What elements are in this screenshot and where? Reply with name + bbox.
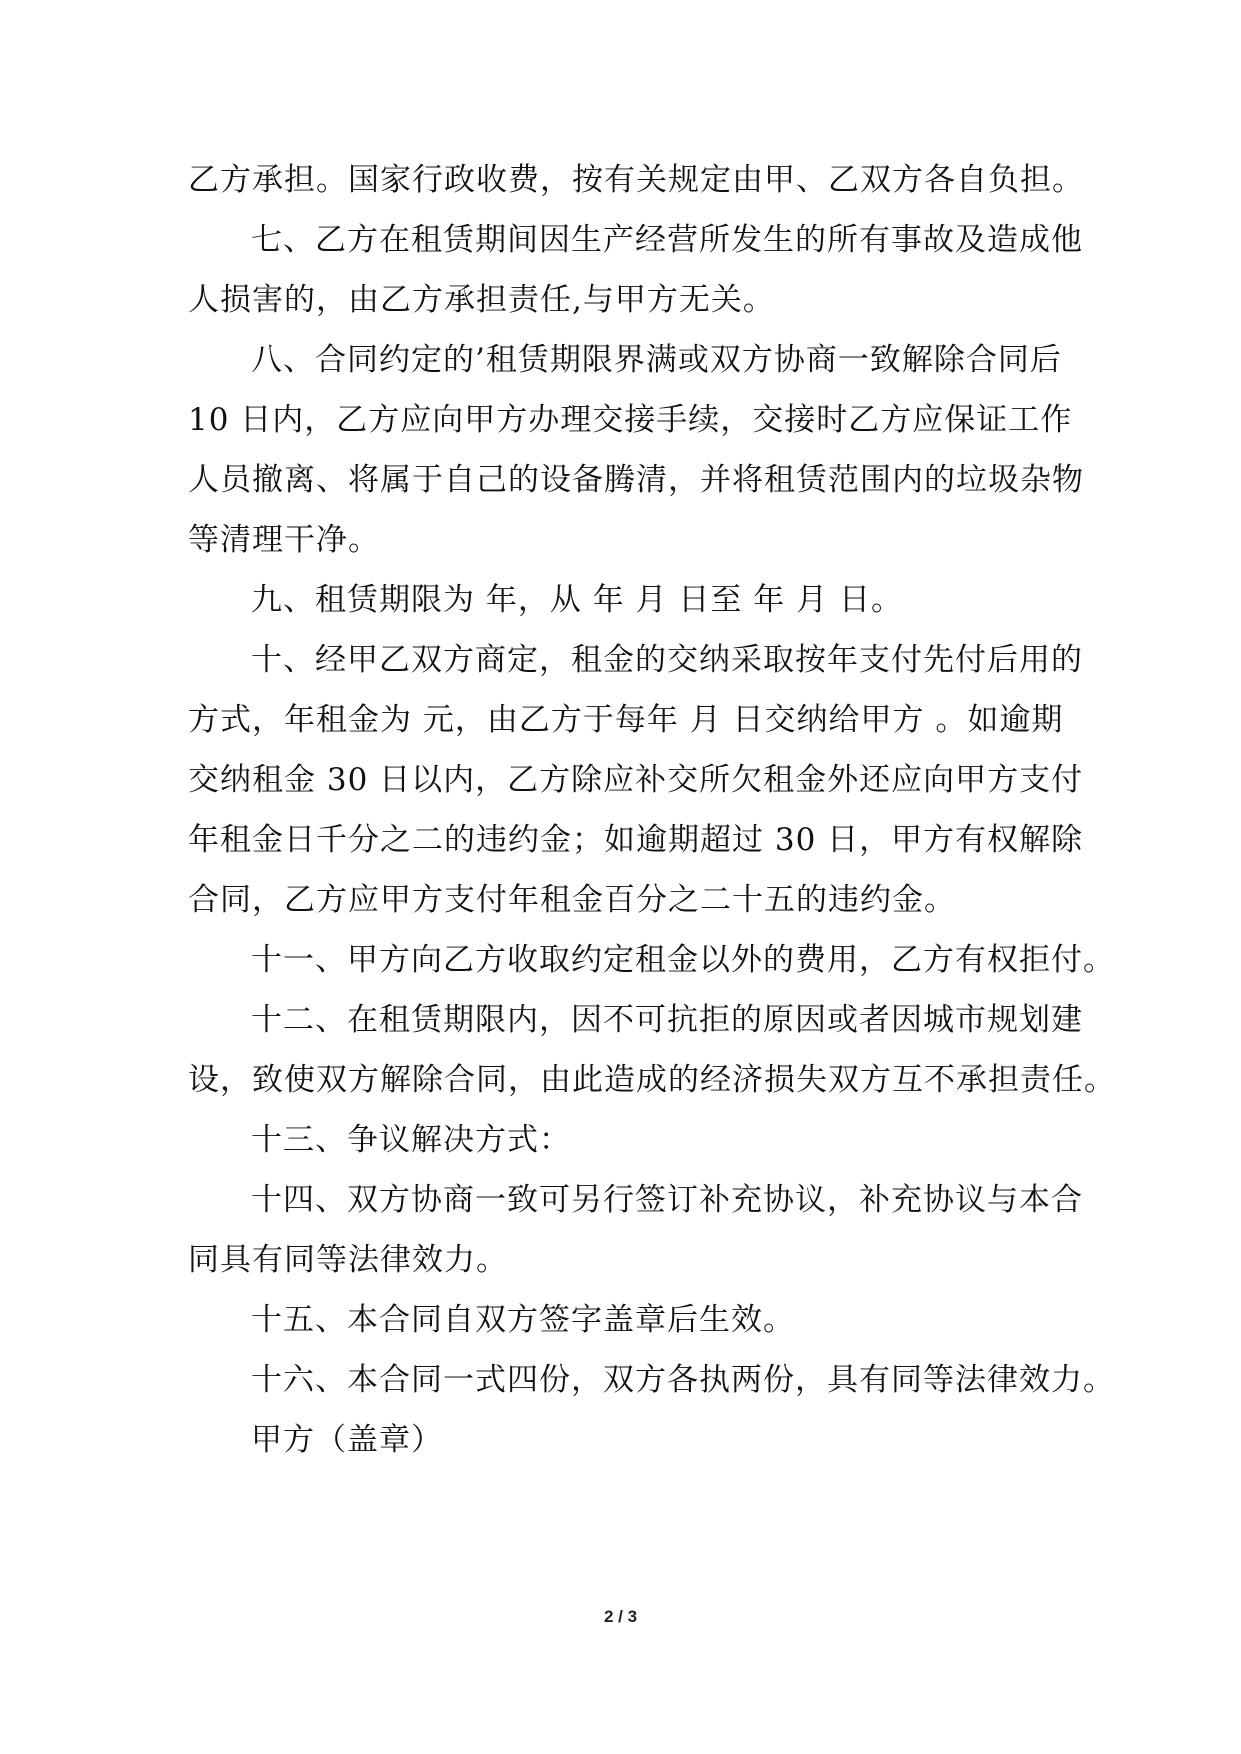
- text-line: 十二、在租赁期限内，因不可抗拒的原因或者因城市规划建: [251, 1002, 1083, 1038]
- text-line: 甲方（盖章）: [251, 1422, 443, 1458]
- text-line: 人损害的，由乙方承担责任,与甲方无关。: [188, 282, 775, 318]
- text-line: 八、合同约定的’租赁期限界满或双方协商一致解除合同后: [251, 342, 1062, 378]
- document-body: [188, 150, 1116, 1470]
- text-line: 等清理干净。: [188, 522, 380, 558]
- text-line: 七、乙方在租赁期间因生产经营所发生的所有事故及造成他: [251, 222, 1083, 258]
- text-line: 设，致使双方解除合同，由此造成的经济损失双方互不承担责任。: [188, 1062, 1116, 1098]
- text-line: 十四、双方协商一致可另行签订补充协议，补充协议与本合: [251, 1182, 1083, 1218]
- text-line: 十六、本合同一式四份，双方各执两份，具有同等法律效力。: [251, 1362, 1115, 1398]
- text-line: 十一、甲方向乙方收取约定租金以外的费用，乙方有权拒付。: [251, 942, 1115, 978]
- text-line: 十、经甲乙双方商定，租金的交纳采取按年支付先付后用的: [251, 642, 1083, 678]
- text-line: 同具有同等法律效力。: [188, 1242, 508, 1278]
- text-line: 乙方承担。国家行政收费，按有关规定由甲、乙双方各自负担。: [188, 162, 1084, 198]
- text-line: 十五、本合同自双方签字盖章后生效。: [251, 1302, 795, 1338]
- text-line: 合同，乙方应甲方支付年租金百分之二十五的违约金。: [188, 882, 956, 918]
- text-line: 交纳租金 30 日以内，乙方除应补交所欠租金外还应向甲方支付: [188, 762, 1084, 798]
- text-line: 年租金日千分之二的违约金；如逾期超过 30 日，甲方有权解除: [188, 822, 1084, 858]
- text-line: 十三、争议解决方式：: [251, 1122, 571, 1158]
- text-line: 九、租赁期限为 年，从 年 月 日至 年 月 日。: [251, 582, 903, 618]
- text-line: 人员撤离、将属于自己的设备腾清，并将租赁范围内的垃圾杂物: [188, 462, 1084, 498]
- text-line: 方式，年租金为 元，由乙方于每年 月 日交纳给甲方 。如逾期: [188, 702, 1064, 738]
- page-number: 2 / 3: [603, 1607, 638, 1626]
- text-line: 10 日内，乙方应向甲方办理交接手续，交接时乙方应保证工作: [188, 402, 1073, 438]
